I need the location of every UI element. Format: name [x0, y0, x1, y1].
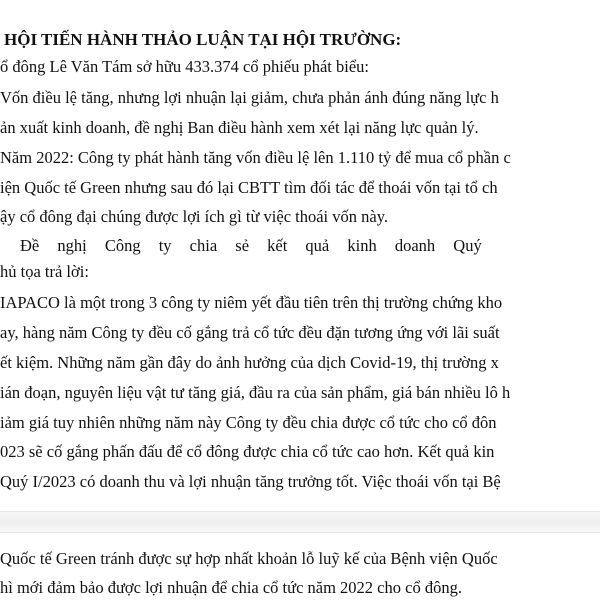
text-line: Quốc tế Green tránh được sự hợp nhất khoản lỗ luỹ kế của Bệnh viện Quốc	[0, 549, 498, 568]
text-line: ậy cổ đông đại chúng được lợi ích gì từ việc thoái vốn này.	[0, 207, 389, 226]
text-line: ay, hàng năm Công ty đều cố gắng trả cổ tức đều đặn tương ứng với lãi suất	[0, 323, 500, 342]
text-line: ián đoạn, nguyên liệu vật tư tăng giá, đầu ra của sản phẩm, giá bán nhiều lô h	[0, 383, 511, 402]
text-line: iện Quốc tế Green nhưng sau đó lại CBTT tìm đối tác để thoái vốn tại tổ ch	[0, 178, 498, 197]
section-heading: HỘI TIẾN HÀNH THẢO LUẬN TẠI HỘI TRƯỜNG:	[4, 30, 402, 49]
text-line: hì mới đảm bảo được lợi nhuận để chia cổ tức năm 2022 cho cổ đông.	[0, 578, 462, 597]
page-break-gap	[0, 511, 600, 533]
text-line: ết kiệm. Những năm gần đây do ảnh hưởng của dịch Covid-19, thị trường x	[0, 353, 499, 372]
text-line: IAPACO là một trong 3 công ty niêm yết đầu tiên trên thị trường chứng kho	[0, 293, 503, 312]
text-line: 023 sẽ cố gắng phấn đấu để cổ đông được chia cổ tức cao hơn. Kết quả kin	[0, 442, 495, 461]
text-line: hủ tọa trả lời:	[0, 262, 89, 281]
text-line: iảm giá tuy nhiên những năm này Công ty đều chia được cổ tức cho cổ đôn	[0, 413, 497, 432]
text-line: Quý I/2023 có doanh thu và lợi nhuận tăng trưởng tốt. Việc thoái vốn tại Bệ	[0, 472, 501, 491]
text-line: ản xuất kinh doanh, đề nghị Ban điều hành xem xét lại năng lực quản lý.	[0, 118, 479, 137]
text-line: Vốn điều lệ tăng, nhưng lợi nhuận lại giảm, chưa phản ánh đúng năng lực h	[0, 88, 499, 107]
text-line: Đề nghị Công ty chia sẻ kết quả kinh doanh Quý	[20, 236, 482, 255]
text-line: ổ đông Lê Văn Tám sở hữu 433.374 cổ phiếu phát biểu:	[0, 57, 370, 76]
text-line: Năm 2022: Công ty phát hành tăng vốn điều lệ lên 1.110 tỷ để mua cổ phần c	[0, 148, 511, 167]
